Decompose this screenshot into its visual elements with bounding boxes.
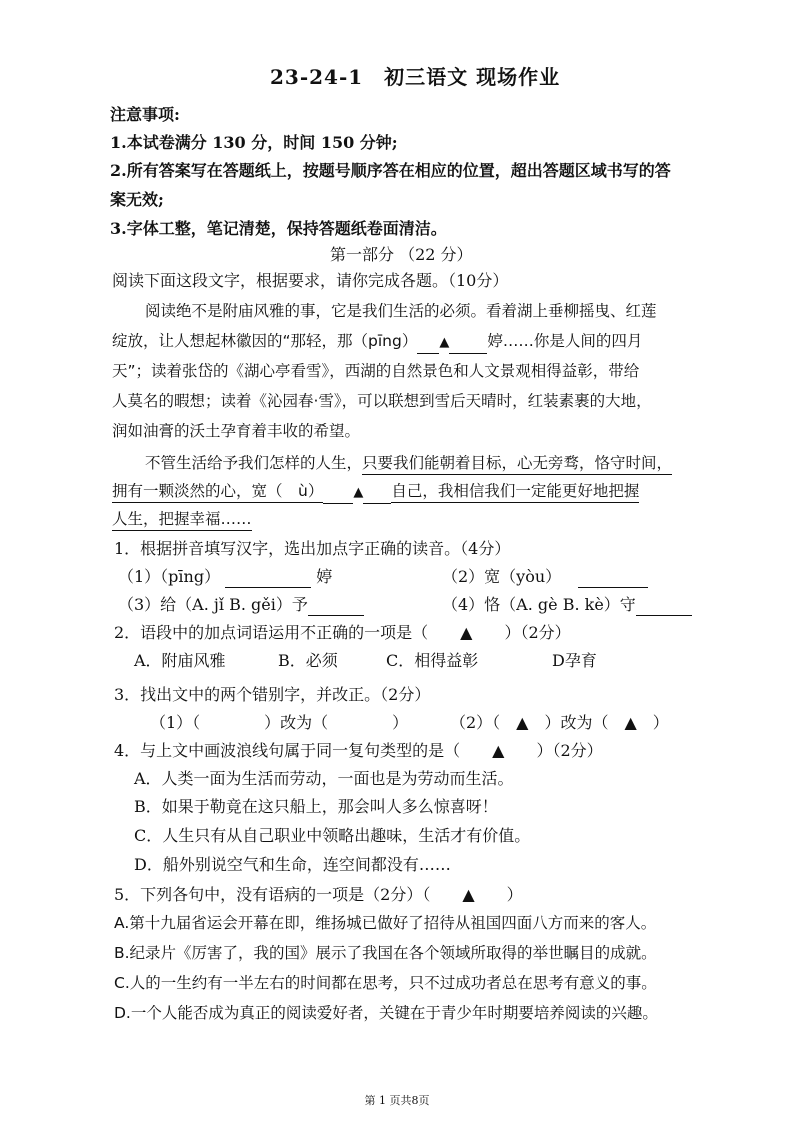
answer-blank	[363, 487, 391, 504]
q2-option-c: C．相得益彰	[386, 651, 479, 670]
passage-line-4: 人莫名的暇想；读着《沁园春·雪》，可以联想到雪后天晴时，红装素裹的大地，	[112, 392, 652, 410]
q2-stem: 2．语段中的加点词语运用不正确的一项是（ ▲ ）（2分）	[114, 623, 571, 642]
answer-triangle: ▲	[353, 485, 364, 500]
q5-stem: 5．下列各句中，没有语病的一项是（2分）（ ▲ ）	[114, 885, 523, 904]
answer-blank	[308, 599, 364, 616]
passage-line-5: 润如油膏的沃土孕育着丰收的希望。	[112, 422, 361, 440]
answer-blank	[225, 571, 311, 588]
passage-line-7	[112, 480, 639, 504]
q1-item-4	[442, 594, 692, 616]
passage-line-6	[145, 452, 672, 475]
q5-option-a: A.第十九届省运会开幕在即，维扬城已做好了招待从祖国四面八方而来的客人。	[114, 914, 657, 932]
page-footer: 第 1 页共8页	[364, 1094, 430, 1107]
wavy-sentence: 自己，我相信我们一定能更好地把握	[391, 480, 639, 503]
q5-option-c: C.人的一生约有一半左右的时间都在思考，只不过成功者总在思考有意义的事。	[114, 974, 657, 992]
notice-item-1: 1.本试卷满分 130 分，时间 150 分钟;	[110, 133, 398, 152]
q3-stem: 3．找出文中的两个错别字，并改正。（2分）	[114, 685, 431, 704]
q5-option-b: B.纪录片《厉害了，我的国》展示了我国在各个领域所取得的举世瞩目的成就。	[114, 944, 657, 962]
q1-item-3	[118, 594, 364, 616]
wavy-sentence: 只要我们能朝着目标，心无旁骛，恪守时间，	[362, 452, 672, 475]
passage-line-1: 阅读绝不是附庙风雅的事，它是我们生活的必须。看着湖上垂柳摇曳、红莲	[145, 302, 657, 320]
q2-option-b: B．必须	[278, 651, 338, 670]
wavy-sentence: 拥有一颗淡然的心，宽（ ù）	[112, 480, 323, 503]
answer-blank	[578, 571, 648, 588]
passage-line-8	[112, 508, 252, 531]
q1-item-2	[442, 566, 648, 588]
reading-instruction: 阅读下面这段文字，根据要求，请你完成各题。（10分）	[112, 271, 509, 290]
q1-item-4-label: （4）恪（A. gè B. kè）守	[442, 595, 636, 614]
q3-row-2: （2）（ ▲ ）改为（ ▲ ）	[450, 713, 669, 732]
q4-stem: 4．与上文中画波浪线句属于同一复句类型的是（ ▲ ）（2分）	[114, 741, 603, 760]
passage-line-3: 天”；读着张岱的《湖心亭看雪》，西湖的自然景色和人文景观相得益彰，带给	[112, 362, 640, 380]
answer-blank	[417, 337, 439, 354]
answer-blank	[323, 487, 353, 504]
q4-option-b: B．如果于勒竟在这只船上，那会叫人多么惊喜呀！	[134, 797, 498, 816]
q1-stem: 1．根据拼音填写汉字，选出加点字正确的读音。（4分）	[114, 539, 511, 558]
q2-option-a: A．附庙风雅	[134, 651, 226, 670]
q2-option-d: D孕育	[552, 651, 597, 670]
q1-item-3-label: （3）给（A. jǐ B. gěi）予	[118, 595, 308, 614]
q4-option-a: A．人类一面为生活而劳动，一面也是为劳动而生活。	[134, 769, 514, 788]
q1-item-1	[118, 566, 332, 588]
q1-item-1-label: （1）（pīng）	[118, 567, 221, 586]
passage-line-6-start: 不管生活给予我们怎样的人生，	[145, 454, 363, 472]
passage-line-2	[112, 330, 642, 354]
answer-blank	[636, 599, 692, 616]
notice-item-2-cont: 案无效;	[110, 190, 164, 209]
wavy-sentence: 人生，把握幸福……	[112, 508, 252, 531]
answer-triangle: ▲	[439, 335, 450, 350]
notice-item-2: 2.所有答案写在答题纸上，按题号顺序答在相应的位置，超出答题区域书写的答	[110, 161, 671, 180]
notice-item-3: 3.字体工整，笔记清楚，保持答题纸卷面清洁。	[110, 219, 447, 238]
q4-option-d: D．船外别说空气和生命，连空间都没有……	[134, 855, 451, 874]
page-title: 23-24-1 初三语文 现场作业	[270, 65, 561, 89]
passage-line-2-start: 绽放，让人想起林徽因的“那轻，那（pīng）	[112, 332, 418, 350]
notice-heading: 注意事项:	[110, 105, 180, 124]
q5-option-d: D.一个人能否成为真正的阅读爱好者，关键在于青少年时期要培养阅读的兴趣。	[114, 1004, 658, 1022]
q4-option-c: C．人生只有从自己职业中领略出趣味，生活才有价值。	[134, 826, 531, 845]
q3-row-1: （1）（ ）改为（ ）	[150, 713, 409, 732]
q1-item-1-tail: 婷	[316, 567, 333, 586]
answer-blank	[449, 337, 487, 354]
q1-item-2-label: （2）宽（yòu）	[442, 567, 562, 586]
part1-heading: 第一部分 （22 分）	[330, 245, 473, 264]
passage-line-2-end: 婷……你是人间的四月	[487, 332, 643, 350]
